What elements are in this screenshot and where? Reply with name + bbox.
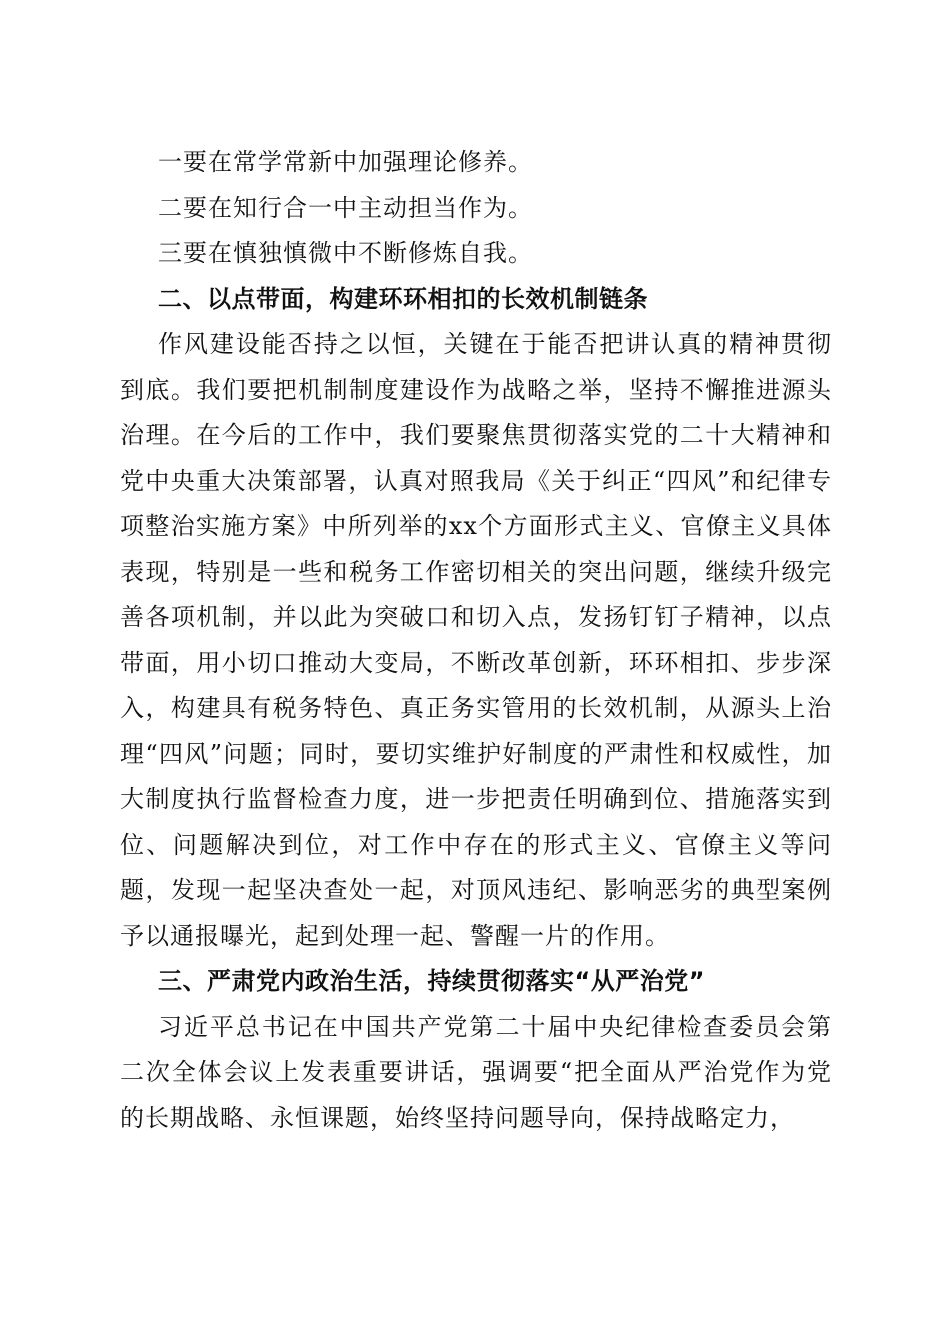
- list-item-3: 三要在慎独慎微中不断修炼自我。: [158, 239, 533, 267]
- section-2-heading: 二、以点带面，构建环环相扣的长效机制链条: [158, 284, 648, 313]
- list-item-1: 一要在常学常新中加强理论修养。: [158, 148, 533, 176]
- section-2-paragraph: 作风建设能否持之以恒，关键在于能否把讲认真的精神贯彻到底。我们要把机制制度建设作为战略之举，坚持不懈推进源头治理。在今后的工作中，我们要聚焦贯彻落实党的二十大精神和党中央重大决策部署，认真对照我局《关于纠正“四风”和纪律专项整治实施方案》中所列举的xx个方面形式主义、官僚主义具体表现，特别是一些和税务工作密切相关的突出问题，继续升级完善各项机制，并以此为突破口和切入点，发扬钉钉子精神，以点带面，用小切口推动大变局，不断改革创新，环环相扣、步步深入，构建具有税务特色、真正务实管用的长效机制，从源头上治理“四风”问题；同时，要切实维护好制度的严肃性和权威性，加大制度执行监督检查力度，进一步把责任明确到位、措施落实到位、问题解决到位，对工作中存在的形式主义、官僚主义等问题，发现一起坚决查处一起，对顶风违纪、影响恶劣的典型案例予以通报曝光，起到处理一起、警醒一片的作用。: [120, 330, 832, 950]
- list-item-2: 二要在知行合一中主动担当作为。: [158, 193, 533, 222]
- section-3-heading: 三、严肃党内政治生活，持续贯彻落实“从严治党”: [158, 967, 706, 995]
- document-body: [120, 140, 832, 1141]
- section-3-paragraph: 习近平总书记在中国共产党第二十届中央纪律检查委员会第二次全体会议上发表重要讲话，强调要“把全面从严治党作为党的长期战略、永恒课题，始终坚持问题导向，保持战略定力，: [120, 1012, 832, 1132]
